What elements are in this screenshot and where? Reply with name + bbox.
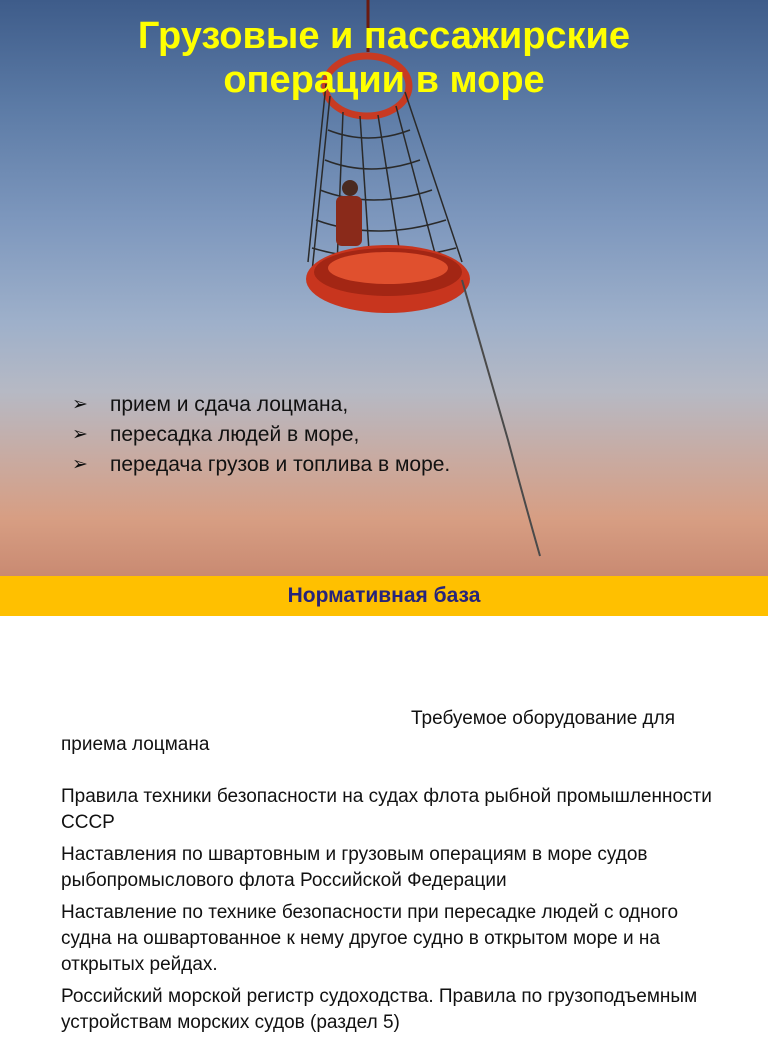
regulation-item: Наставление по технике безопасности при пересадке людей с одного судна на ошвартованное к нему другое судно в открытом море и на открытых рейдах. [61,902,679,975]
section-title: Нормативная база [287,584,481,607]
section-header [0,576,768,616]
slide-title: Грузовые и пассажирские операции в море [137,15,631,101]
intro-paragraph: Требуемое оборудование для приема лоцмана [61,708,676,755]
arrow-bullet-icon: ➢ [72,454,88,475]
operations-list [70,390,450,480]
arrow-bullet-icon: ➢ [72,394,88,415]
document-body [61,706,731,1042]
list-item: ➢ пересадка людей в море, [70,420,450,450]
list-item: ➢ прием и сдача лоцмана, [70,390,450,420]
arrow-bullet-icon: ➢ [72,424,88,445]
regulation-item: Российский морской регистр судоходства. Правила по грузоподъемным устройствам морских судов (раздел 5) [61,986,698,1033]
regulation-item: Правила техники безопасности на судах флота рыбной промышленности СССР [61,786,712,833]
regulation-item: Наставления по швартовным и грузовым операциям в море судов рыбопромыслового флота Российской Федерации [61,844,648,891]
list-item: ➢ передача грузов и топлива в море. [70,450,450,480]
